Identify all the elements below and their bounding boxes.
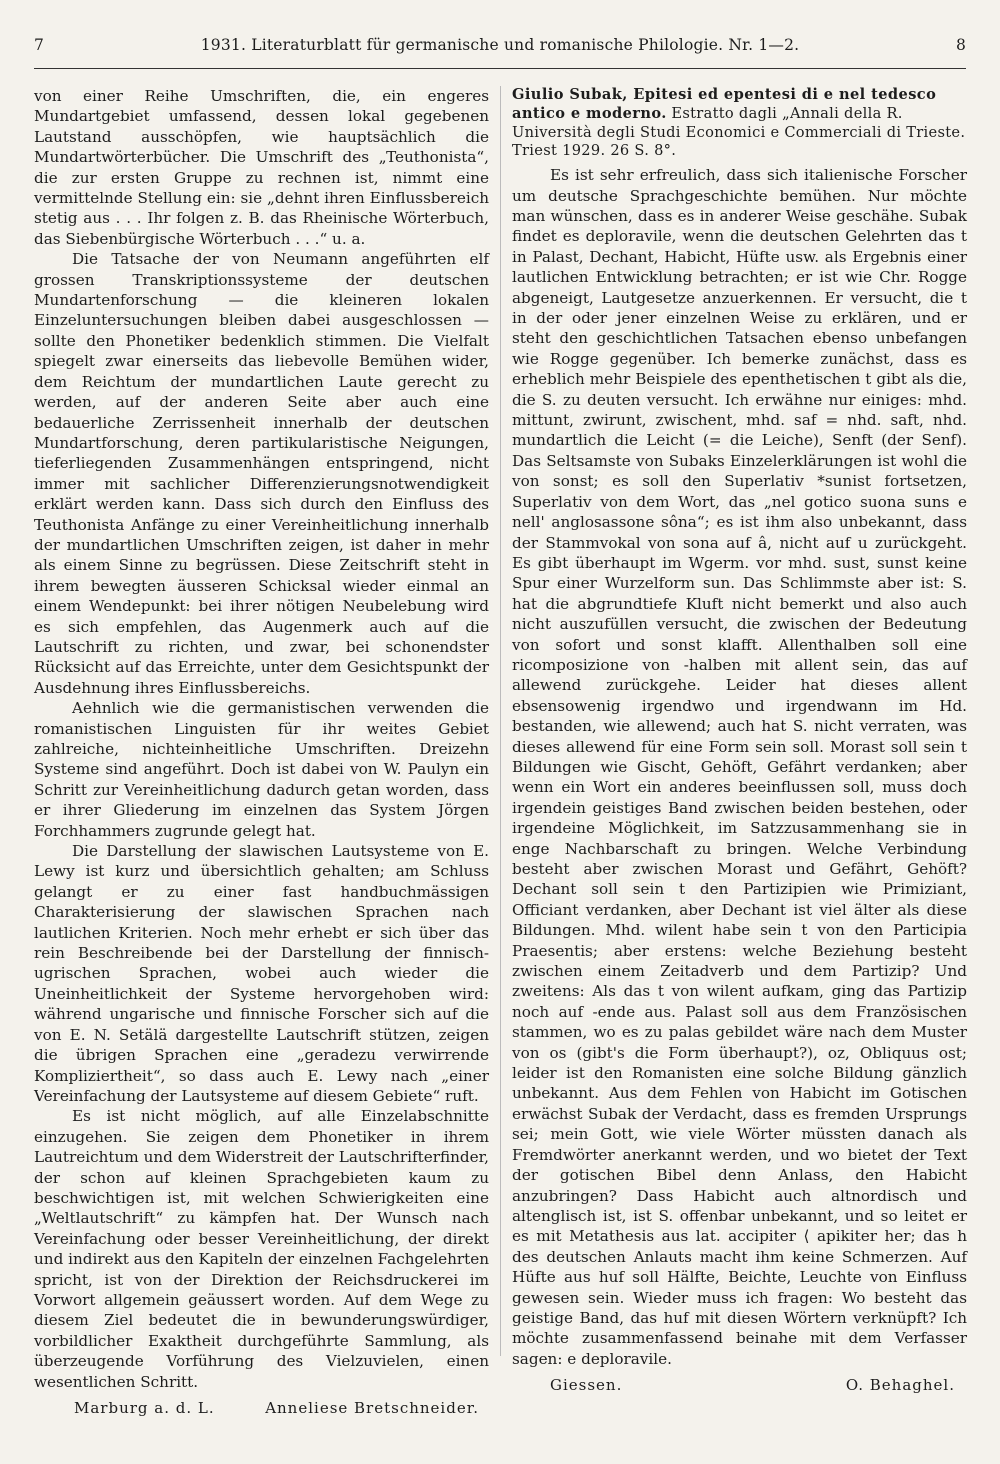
page-number-left: 7	[34, 36, 45, 54]
signature-left	[34, 1398, 489, 1418]
left-column	[34, 86, 489, 1418]
paragraph: Die Darstellung der slawischen Lautsysteme von E. Lewy ist kurz und übersichtlich gehalten; am Schluss gelangt er zu einer fast handbuchmässigen Charakterisierung der slawischen Sprachen nach lautlichen Kriterien. Noch mehr erhebt er sich über das rein Beschreibende bei der Darstellung der finnisch-ugrischen Sprachen, wobei auch wieder die Uneinheitlichkeit der Systeme hervorgehoben wird: während ungarische und finnische Forscher sich auf die von E. N. Setälä dargestellte Lautschrift stützen, zeigen die übrigen Sprachen eine „geradezu verwirrende Kompliziertheit“, so dass auch E. Lewy nach „einer Vereinfachung der Lautsysteme auf diesem Gebiete“ ruft.	[34, 842, 489, 1105]
paragraph: Es ist sehr erfreulich, dass sich italienische Forscher um deutsche Sprachgeschichte bemühen. Nur möchte man wünschen, dass es in anderer Weise geschähe. Subak findet es deploravile, wenn die deutschen Gelehrten das t in Palast, Dechant, Habicht, Hüfte usw. als Ergebnis einer lautlichen Entwicklung betrachten; er ist wie Chr. Rogge abgeneigt, Lautgesetze anzuerkennen. Er versucht, die t in der oder jener einzelnen Weise zu erklären, und er steht den geschichtlichen Tatsachen ebenso unbefangen wie Rogge gegenüber. Ich bemerke zunächst, dass es erheblich mehr Beispiele des epenthetischen t gibt als die, die S. zu deuten versucht. Ich erwähne nur einiges: mhd. mittunt, zwirunt, zwischent, mhd. saf = nhd. saft, nhd. mundartlich die Leicht (= die Leiche), Senft (der Senf). Das Seltsamste von Subaks Einzelerklärungen ist wohl die von sonst; es soll den Superlativ *sunist fortsetzen, Superlativ von dem Wort, das „nel gotico suona suns e nell' anglosassone sôna“; es ist ihm also unbekannt, dass der Stammvokal von sona auf â, nicht auf u zurückgeht. Es gibt überhaupt im Wgerm. vor mhd. sust, sunst keine Spur einer Wurzelform sun. Das Schlimmste aber ist: S. hat die abgrundtiefe Kluft nicht bemerkt und also auch nicht auszufüllen versucht, die zwischen der Bedeutung von sofort und sonst klafft. Allenthalben soll eine ricomposizione von -halben mit allent sein, das auf allewend zurückgehe. Leider hat dieses allent ebsensowenig irgendwo und irgendwann im Hd. bestanden, wie allewend; auch hat S. nicht verraten, was dieses allewend für eine Form sein soll. Morast soll sein t Bildungen wie Gischt, Gehöft, Gefährt verdanken; aber wenn ein Wort ein anderes beeinflussen soll, muss doch irgendein geistiges Band zwischen beiden bestehen, oder irgendeine Möglichkeit, im Satzzusammenhang sie in enge Nachbarschaft zu bringen. Welche Verbindung besteht aber zwischen Morast und Gefährt, Gehöft? Dechant soll sein t den Partizipien wie Primiziant, Officiant verdanken, aber Dechant ist viel älter als diese Bildungen. Mhd. wilent habe sein t von den Participia Praesentis; aber erstens: welche Beziehung besteht zwischen einem Zeitadverb und dem Partizip? Und zweitens: Als das t von wilent aufkam, ging das Partizip noch auf -ende aus. Palast soll aus dem Französischen stammen, wo es zu palas gebildet wäre nach dem Muster von os (gibt's die Form überhaupt?), oz, Obliquus ost; leider ist den Romanisten eine solche Bildung gänzlich unbekannt. Aus dem Fehlen von Habicht im Gotischen erwächst Subak der Verdacht, dass es fremden Ursprungs sei; mein Gott, wie viele Wörter müssten danach als Fremdwörter anerkannt werden, und wo bietet der Text der gotischen Bibel denn Anlass, den Habicht anzubringen? Dass Habicht auch altnordisch und altenglisch ist, ist S. offenbar unbekannt, und so leitet er es mit Metathesis aus lat. accipiter ⟨ apikiter her; das h des deutschen Anlauts macht ihm keine Schmerzen. Auf Hüfte aus huf soll Hälfte, Beichte, Leuchte von Einfluss gewesen sein. Wieder muss ich fragen: Wo besteht das geistige Band, das huf mit diesen Wörtern verknüpft? Ich möchte zusammenfassend beinahe mit dem Verfasser sagen: e deploravile.	[512, 166, 967, 1368]
paragraph: Es ist nicht möglich, auf alle Einzelabschnitte einzugehen. Sie zeigen dem Phonetiker in ihrem Lautreichtum und dem Widerstreit der Lautschrifterfinder, der schon auf kleinen Sprachgebieten kaum zu beschwichtigen ist, mit welchen Schwierigkeiten eine „Weltlautschrift“ zu kämpfen hat. Der Wunsch nach Vereinfachung oder besser Vereinheitlichung, der direkt und indirekt aus den Kapiteln der einzelnen Fachgelehrten spricht, ist von der Direktion der Reichsdruckerei im Vorwort allgemein geäussert worden. Auf dem Wege zu diesem Ziel bedeutet die in bewunderungswürdiger, vorbildlicher Exaktheit durchgeführte Sammlung, als überzeugende Vorführung des Vielzuvielen, einen wesentlichen Schritt.	[34, 1107, 489, 1391]
review-source: Estratto dagli „Annali della R. Università degli Studi Economici e Commerciali di Trieste. Triest 1929. 26 S. 8°.	[512, 104, 966, 160]
review-heading	[512, 86, 967, 161]
review-title: Giulio Subak, Epitesi ed epentesi di e nel tedesco antico e moderno.	[512, 86, 937, 122]
paragraph: Aehnlich wie die germanistischen verwenden die romanistischen Linguisten für ihr weites Gebiet zahlreiche, nichteinheitliche Umschriften. Dreizehn Systeme sind angeführt. Doch ist dabei von W. Paulyn ein Schritt zur Vereinheitlichung dadurch getan worden, dass er ihrer Gliederung im einzelnen das System Jörgen Forchhammers zugrunde gelegt hat.	[34, 699, 489, 840]
signature-place: Giessen.	[550, 1376, 623, 1395]
page-header	[34, 36, 966, 62]
signature-place: Marburg a. d. L.	[74, 1399, 215, 1417]
page-number-right: 8	[955, 36, 966, 54]
header-rule	[34, 68, 966, 69]
journal-title: 1931. Literaturblatt für germanische und romanische Philologie. Nr. 1—2.	[200, 36, 800, 54]
signature-right	[512, 1375, 967, 1395]
signature-author: Anneliese Bretschneider.	[265, 1399, 479, 1417]
signature-author: O. Behaghel.	[845, 1376, 955, 1395]
right-column	[512, 86, 967, 1396]
column-divider	[500, 86, 501, 1356]
paragraph: Die Tatsache der von Neumann angeführten elf grossen Transkriptionssysteme der deutschen Mundartenforschung — die kleineren lokalen Einzeluntersuchungen bleiben dabei ausgeschlossen — sollte den Phonetiker bedenklich stimmen. Die Vielfalt spiegelt zwar einerseits das liebevolle Bemühen wider, dem Reichtum der mundartlichen Laute gerecht zu werden, auf der anderen Seite aber auch eine bedauerliche Zerrissenheit innerhalb der deutschen Mundartforschung, deren partikularistische Neigungen, tieferliegenden Zusammenhängen entspringend, nicht immer mit sachlicher Differenzierungsnotwendigkeit erklärt werden kann. Dass sich durch den Einfluss des Teuthonista Anfänge zu einer Vereinheitlichung innerhalb der mundartlichen Umschriften zeigen, ist daher in mehr als einem Sinne zu begrüssen. Diese Zeitschrift steht in ihrem bewegten äusseren Schicksal wieder einmal an einem Wendepunkt: bei ihrer nötigen Neubelebung wird es sich empfehlen, das Augenmerk auch auf die Lautschrift zu richten, und zwar, bei schonendster Rücksicht auf das Erreichte, unter dem Gesichtspunkt der Ausdehnung ihres Einflussbereichs.	[34, 250, 489, 697]
paragraph: von einer Reihe Umschriften, die, ein engeres Mundartgebiet umfassend, dessen lokal gegebenen Lautstand ausschöpfen, wie hauptsächlich die Mundartwörterbücher. Die Umschrift des „Teuthonista“, die zur ersten Gruppe zu rechnen ist, nimmt eine vermittelnde Stellung ein: sie „dehnt ihren Einflussbereich stetig aus . . . Ihr folgen z. B. das Rheinische Wörterbuch, das Siebenbürgische Wörterbuch . . .“ u. a.	[34, 87, 489, 248]
